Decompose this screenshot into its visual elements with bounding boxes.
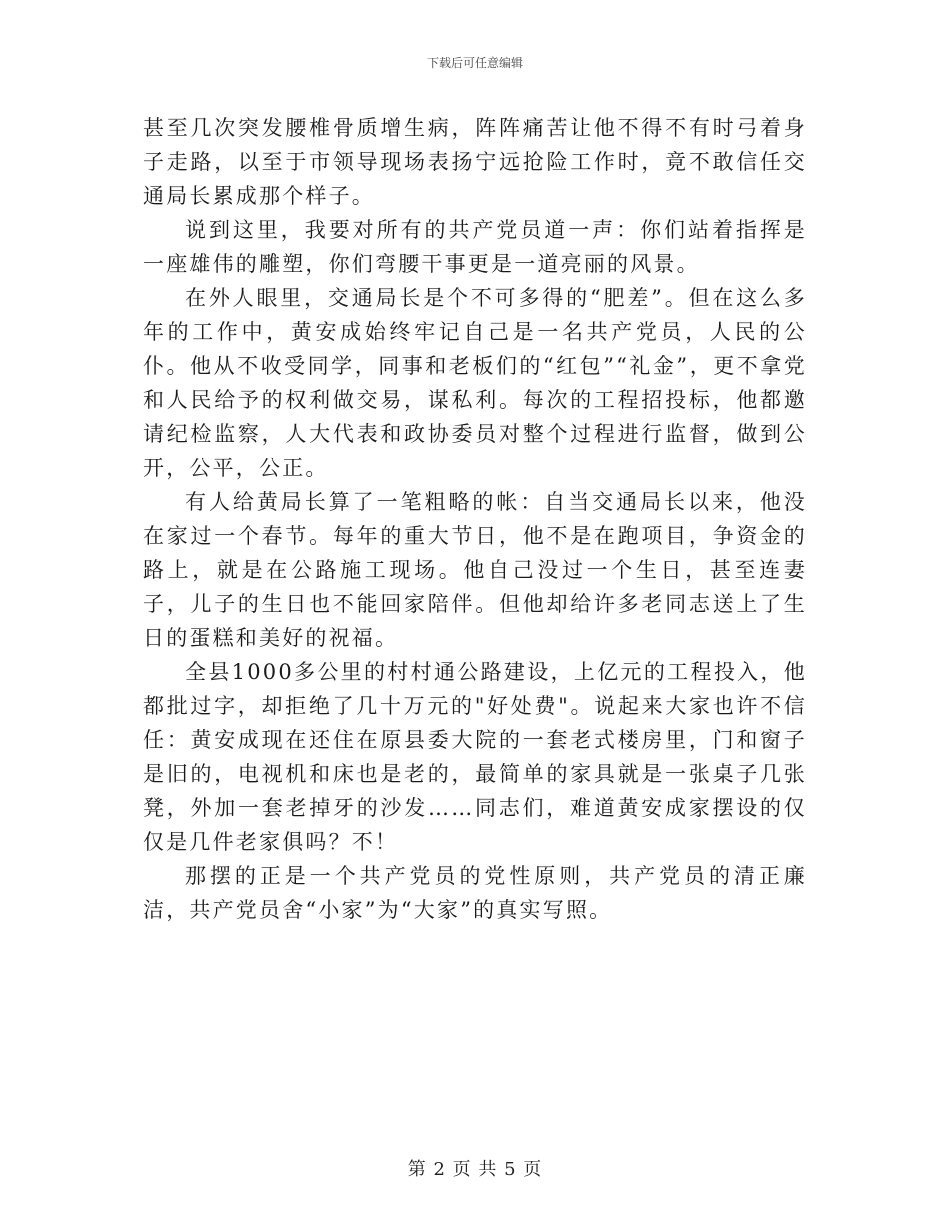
page-header: 下载后可任意编辑 [426,56,523,70]
paragraph-3: 在外人眼里，交通局长是个不可多得的“肥差”。但在这么多年的工作中，黄安成始终牢记自己是一名共产党员，人民的公仆。他从不收受同学，同事和老板们的“红包”“礼金”，更不拿党和人民给予的权利做交易，谋私利。每次的工程招投标，他都邀请纪检监察，人大代表和政协委员对整个过程进行监督，做到公开，公平，公正。 [143,286,807,480]
paragraph-1: 甚至几次突发腰椎骨质增生病，阵阵痛苦让他不得不有时弓着身子走路，以至于市领导现场表扬宁远抢险工作时，竟不敢信任交通局长累成那个样子。 [143,116,807,208]
paragraph-2: 说到这里，我要对所有的共产党员道一声：你们站着指挥是一座雄伟的雕塑，你们弯腰干事更是一道亮丽的风景。 [143,218,807,276]
paragraph-6: 那摆的正是一个共产党员的党性原则，共产党员的清正廉洁，共产党员舍“小家”为“大家”的真实写照。 [143,864,807,922]
paragraph-5: 全县1000多公里的村村通公路建设，上亿元的工程投入，他都批过字，却拒绝了几十万元的"好处费"。说起来大家也许不信任：黄安成现在还住在原县委大院的一套老式楼房里，门和窗子是旧的，电视机和床也是老的，最简单的家具就是一张桌子几张凳，外加一套老掉牙的沙发……同志们，难道黄安成家摆设的仅仅是几件老家俱吗？不！ [143,660,807,854]
document-body [143,111,807,927]
paragraph-4: 有人给黄局长算了一笔粗略的帐：自当交通局长以来，他没在家过一个春节。每年的重大节日，他不是在跑项目，争资金的路上，就是在公路施工现场。他自己没过一个生日，甚至连妻子，儿子的生日也不能回家陪伴。但他却给许多老同志送上了生日的蛋糕和美好的祝福。 [143,490,807,650]
page-number: 第 2 页 共 5 页 [407,1159,543,1180]
